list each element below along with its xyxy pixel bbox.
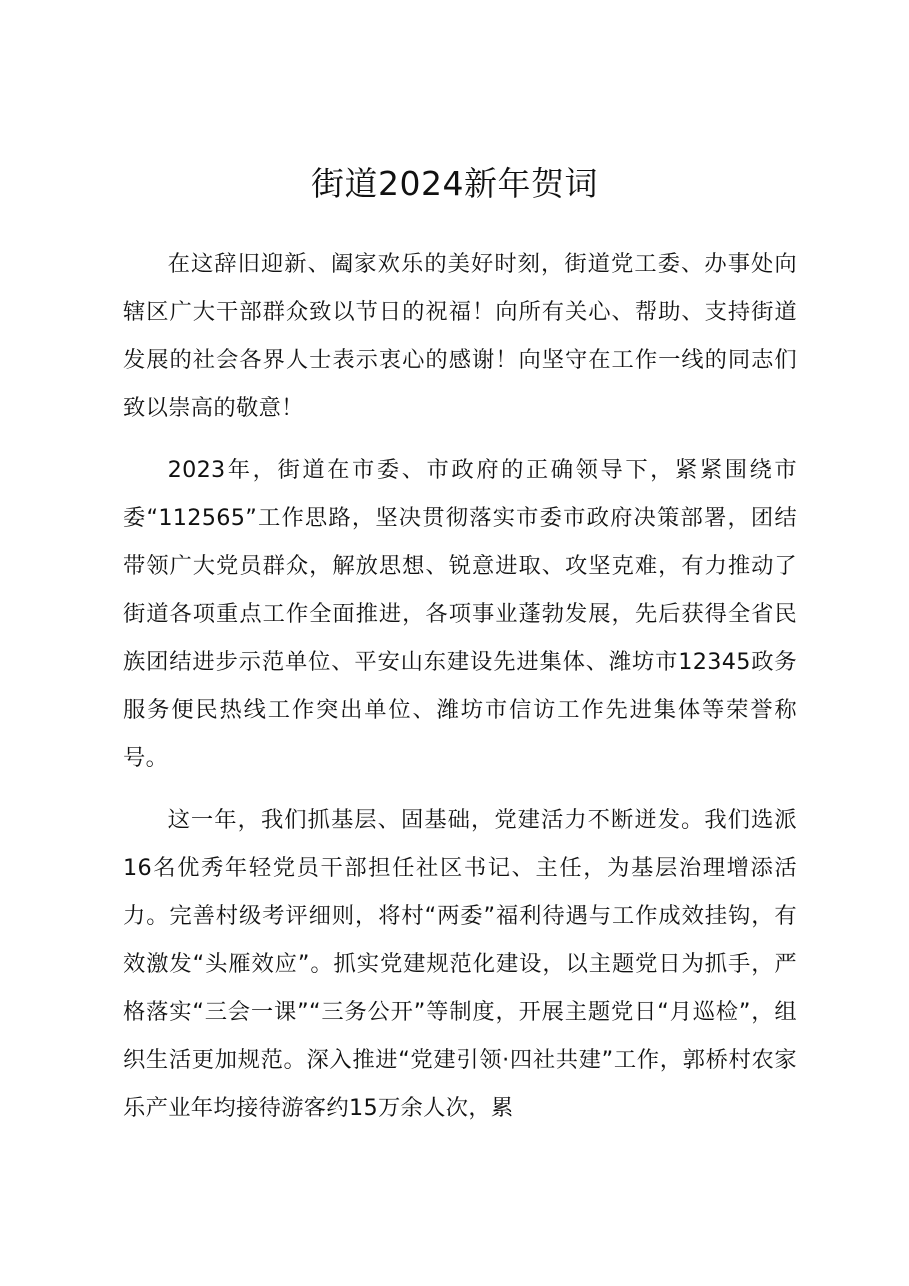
document-title: 街道2024新年贺词 [311,164,598,203]
document-body [123,240,797,1146]
paragraph-party-building: 这一年，我们抓基层、固基础，党建活力不断迸发。我们选派16名优秀年轻党员干部担任社区书记、主任，为基层治理增添活力。完善村级考评细则，将村“两委”福利待遇与工作成效挂钩，有效激发“头雁效应”。抓实党建规范化建设，以主题党日为抓手，严格落实“三会一课”“三务公开”等制度，开展主题党日“月巡检”，组织生活更加规范。深入推进“党建引领·四社共建”工作，郭桥村农家乐产业年均接待游客约15万余人次，累 [123,807,797,1121]
paragraph-greeting: 在这辞旧迎新、阖家欢乐的美好时刻，街道党工委、办事处向辖区广大干部群众致以节日的祝福！向所有关心、帮助、支持街道发展的社会各界人士表示衷心的感谢！向坚守在工作一线的同志们致以崇高的敬意！ [123,251,797,421]
paragraph-2023-review: 2023年，街道在市委、市政府的正确领导下，紧紧围绕市委“112565”工作思路，坚决贯彻落实市委市政府决策部署，团结带领广大党员群众，解放思想、锐意进取、攻坚克难，有力推动了街道各项重点工作全面推进，各项事业蓬勃发展，先后获得全省民族团结进步示范单位、平安山东建设先进集体、潍坊市12345政务服务便民热线工作突出单位、潍坊市信访工作先进集体等荣誉称号。 [123,457,797,771]
